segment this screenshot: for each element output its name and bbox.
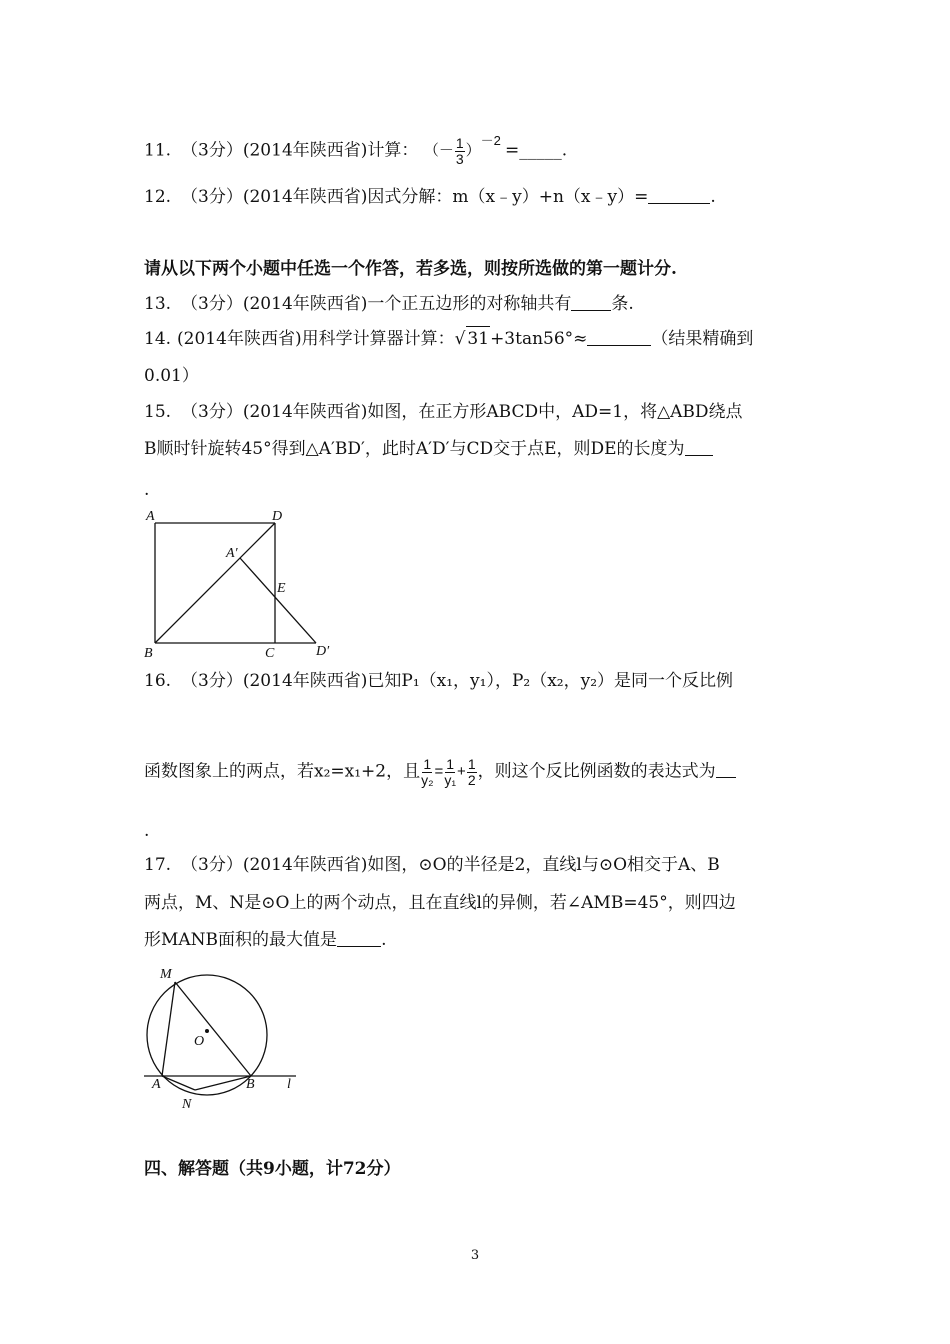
- q16-line1: 16. （3分）(2014年陕西省)已知P₁（x₁，y₁），P₂（x₂，y₂）是同一个反比例: [144, 671, 734, 691]
- fig17-label-n: N: [182, 1097, 192, 1112]
- fig15-label-b: B: [144, 646, 153, 661]
- q16-line2: 函数图象上的两点，若x₂=x₁+2，且 $\frac{1}{\text{y₂}}$ = $\frac{1}{\text{y₁}}$ + $\frac{1}{2}$ ，则这个反比例函数的表达式为: [144, 757, 736, 788]
- fig15-label-d: D: [272, 509, 283, 524]
- figure-square-rotation: [140, 500, 350, 665]
- q11: 11. （3分）(2014年陕西省)计算： （－ $\frac{1}{3}$ ）$^{-2}$ =_____.: [144, 133, 568, 167]
- fig17-label-m: M: [160, 967, 172, 982]
- fig15-label-d-prime: D′: [316, 644, 330, 659]
- q14: 14. (2014年陕西省)用科学计算器计算：√ 31+3tan56°≈ （结果精确到: [144, 326, 753, 351]
- q12: 12. （3分）(2014年陕西省)因式分解：m（x﹣y）+n（x﹣y）= .: [144, 187, 716, 207]
- q11-expression: （－ $\frac{1}{3}$ ）$^{-2}$: [423, 133, 501, 167]
- q13-answer-blank: [571, 294, 611, 311]
- fig17-label-a: A: [152, 1077, 161, 1092]
- q16-fraction-2: $\frac{1}{\text{y₁}}$: [444, 756, 457, 788]
- q14-line2: 0.01）: [144, 366, 199, 386]
- fig17-label-o: O: [194, 1034, 205, 1049]
- q16-line3: .: [144, 821, 150, 841]
- q16-answer-blank: [716, 761, 736, 778]
- q14-answer-blank: [587, 329, 651, 346]
- fig15-label-a: A: [146, 509, 155, 524]
- fig17-center-dot: [205, 1029, 209, 1033]
- q15-answer-blank: [685, 439, 713, 456]
- fig15-label-c: C: [265, 646, 275, 661]
- q16-fraction-1: $\frac{1}{\text{y₂}}$: [421, 756, 434, 788]
- q17-line3: 形MANB面积的最大值是 .: [144, 930, 387, 950]
- fig15-segment-a2d2: [240, 558, 316, 643]
- sqrt-sign: √: [454, 329, 466, 349]
- q17-line2: 两点，M、N是⊙O上的两个动点，且在直线l的异侧，若∠AMB=45°，则四边: [144, 893, 736, 913]
- section-heading-4: 四、解答题（共9小题，计72分）: [144, 1159, 401, 1179]
- fig17-segment-ma: [162, 982, 175, 1076]
- q17-line1: 17. （3分）(2014年陕西省)如图，⊙O的半径是2，直线l与⊙O相交于A、B: [144, 855, 720, 875]
- instruction: 请从以下两个小题中任选一个作答，若多选，则按所选做的第一题计分.: [144, 259, 677, 279]
- q11-fraction: $\frac{1}{3}$: [455, 135, 464, 167]
- figure-circle-quadrilateral: [140, 960, 310, 1115]
- q13: 13. （3分）(2014年陕西省)一个正五边形的对称轴共有 条.: [144, 294, 634, 314]
- q15-line2: B顺时针旋转45°得到△A′BD′，此时A′D′与CD交于点E，则DE的长度为: [144, 437, 713, 461]
- q12-answer-blank: [648, 187, 710, 204]
- fig17-label-b: B: [246, 1077, 255, 1092]
- q15-line3: .: [144, 480, 150, 500]
- q15-line1: 15. （3分）(2014年陕西省)如图，在正方形ABCD中，AD=1，将△ABD绕点: [144, 402, 743, 422]
- fig15-segment-bd: [155, 523, 275, 643]
- fig15-label-e: E: [277, 581, 286, 596]
- q17-answer-blank: [337, 930, 381, 947]
- q16-equation: $\frac{1}{\text{y₂}}$ = $\frac{1}{\text{y₁}}$ + $\frac{1}{2}$: [421, 756, 476, 788]
- fig17-segment-mb: [175, 982, 251, 1076]
- page-number: 3: [470, 1248, 480, 1263]
- fig15-label-a-prime: A′: [226, 546, 238, 561]
- q16-fraction-3: $\frac{1}{2}$: [467, 756, 476, 788]
- fig17-label-l: l: [287, 1077, 291, 1092]
